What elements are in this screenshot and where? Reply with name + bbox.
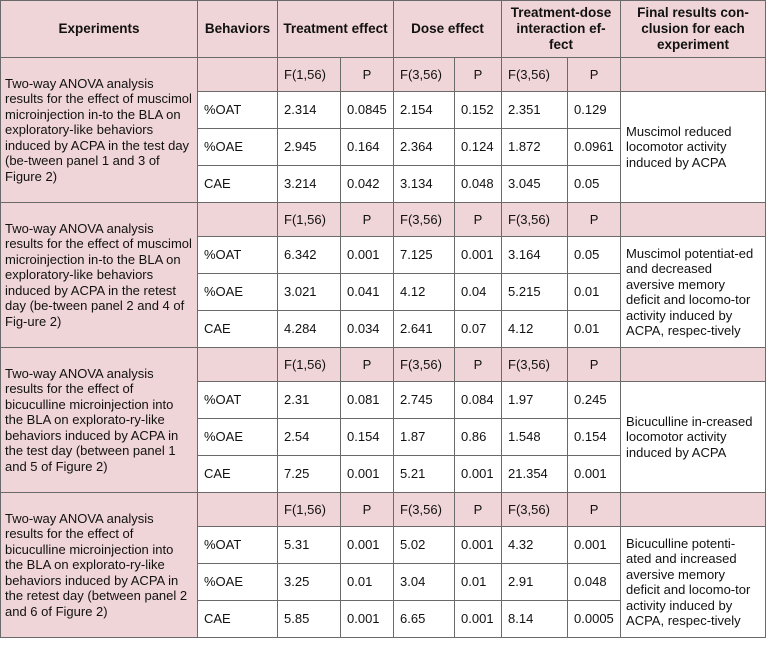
f-value: 2.154 — [394, 92, 455, 129]
p-value: 0.0961 — [568, 129, 621, 166]
p-value: 0.01 — [455, 564, 502, 601]
behavior-blank-cell — [198, 58, 278, 92]
stat-label-f: F(3,56) — [394, 493, 455, 527]
conclusion-blank-cell — [621, 348, 766, 382]
f-value: 5.85 — [278, 601, 341, 638]
stat-label-p: P — [455, 493, 502, 527]
conclusion-text: Muscimol potentiat-ed and decreased aversive memory deficit and locomo-tor activity induced by ACPA, respec-tively — [621, 237, 766, 348]
f-value: 2.745 — [394, 382, 455, 419]
stat-label-p: P — [568, 203, 621, 237]
header-dose-effect: Dose effect — [394, 1, 502, 58]
p-value: 0.86 — [455, 419, 502, 456]
f-value: 3.04 — [394, 564, 455, 601]
f-value: 2.641 — [394, 311, 455, 348]
f-value: 5.215 — [502, 274, 568, 311]
f-value: 4.284 — [278, 311, 341, 348]
f-value: 3.214 — [278, 166, 341, 203]
conclusion-blank-cell — [621, 203, 766, 237]
stat-label-p: P — [341, 58, 394, 92]
p-value: 0.001 — [568, 456, 621, 493]
stat-label-f: F(1,56) — [278, 348, 341, 382]
f-value: 2.91 — [502, 564, 568, 601]
stat-label-p: P — [455, 203, 502, 237]
stats-header-row — [1, 348, 766, 382]
p-value: 0.001 — [455, 456, 502, 493]
header-behaviors: Behaviors — [198, 1, 278, 58]
f-value: 7.25 — [278, 456, 341, 493]
behavior-label: CAE — [198, 166, 278, 203]
behavior-blank-cell — [198, 348, 278, 382]
f-value: 1.97 — [502, 382, 568, 419]
f-value: 2.31 — [278, 382, 341, 419]
stat-label-f: F(3,56) — [502, 203, 568, 237]
p-value: 0.048 — [455, 166, 502, 203]
header-interaction-effect: Treatment-dose interaction ef-fect — [502, 1, 621, 58]
p-value: 0.01 — [341, 564, 394, 601]
p-value: 0.0005 — [568, 601, 621, 638]
f-value: 4.32 — [502, 527, 568, 564]
stat-label-f: F(1,56) — [278, 493, 341, 527]
stat-label-p: P — [341, 493, 394, 527]
conclusion-text: Bicuculline potenti-ated and increased aversive memory deficit and locomo-tor activity induced by ACPA, respec-tively — [621, 527, 766, 638]
f-value: 2.945 — [278, 129, 341, 166]
conclusion-text: Bicuculline in-creased locomotor activity induced by ACPA — [621, 382, 766, 493]
p-value: 0.001 — [341, 456, 394, 493]
behavior-label: %OAT — [198, 527, 278, 564]
f-value: 3.164 — [502, 237, 568, 274]
p-value: 0.001 — [455, 237, 502, 274]
stat-label-p: P — [341, 348, 394, 382]
p-value: 0.034 — [341, 311, 394, 348]
f-value: 2.314 — [278, 92, 341, 129]
f-value: 4.12 — [502, 311, 568, 348]
f-value: 3.021 — [278, 274, 341, 311]
header-treatment-effect: Treatment effect — [278, 1, 394, 58]
header-final-results: Final results con-clusion for each experiment — [621, 1, 766, 58]
f-value: 2.351 — [502, 92, 568, 129]
p-value: 0.154 — [341, 419, 394, 456]
f-value: 3.25 — [278, 564, 341, 601]
behavior-label: %OAE — [198, 274, 278, 311]
f-value: 5.02 — [394, 527, 455, 564]
stat-label-p: P — [455, 58, 502, 92]
stat-label-f: F(3,56) — [502, 348, 568, 382]
experiment-description: Two-way ANOVA analysis results for the effect of muscimol microinjection in-to the BLA on exploratory-like behaviors induced by ACPA in the test day (be-tween panel 1 and 3 of Figure 2) — [1, 58, 198, 203]
p-value: 0.001 — [341, 237, 394, 274]
conclusion-blank-cell — [621, 58, 766, 92]
p-value: 0.081 — [341, 382, 394, 419]
experiment-description: Two-way ANOVA analysis results for the effect of bicuculline microinjection into the BLA on explorato-ry-like behaviors induced by ACPA in the test day (between panel 1 and 5 of Figure 2) — [1, 348, 198, 493]
stats-header-row — [1, 203, 766, 237]
stats-header-row — [1, 58, 766, 92]
f-value: 8.14 — [502, 601, 568, 638]
p-value: 0.05 — [568, 166, 621, 203]
f-value: 1.548 — [502, 419, 568, 456]
f-value: 4.12 — [394, 274, 455, 311]
p-value: 0.245 — [568, 382, 621, 419]
p-value: 0.001 — [568, 527, 621, 564]
p-value: 0.07 — [455, 311, 502, 348]
p-value: 0.042 — [341, 166, 394, 203]
p-value: 0.04 — [455, 274, 502, 311]
stat-label-f: F(1,56) — [278, 203, 341, 237]
f-value: 3.045 — [502, 166, 568, 203]
p-value: 0.084 — [455, 382, 502, 419]
stat-label-p: P — [568, 493, 621, 527]
p-value: 0.129 — [568, 92, 621, 129]
behavior-label: %OAT — [198, 382, 278, 419]
stat-label-f: F(3,56) — [394, 348, 455, 382]
f-value: 2.364 — [394, 129, 455, 166]
f-value: 5.21 — [394, 456, 455, 493]
p-value: 0.152 — [455, 92, 502, 129]
p-value: 0.05 — [568, 237, 621, 274]
f-value: 1.872 — [502, 129, 568, 166]
behavior-label: %OAE — [198, 564, 278, 601]
f-value: 2.54 — [278, 419, 341, 456]
stat-label-f: F(3,56) — [394, 58, 455, 92]
p-value: 0.041 — [341, 274, 394, 311]
f-value: 3.134 — [394, 166, 455, 203]
f-value: 7.125 — [394, 237, 455, 274]
p-value: 0.164 — [341, 129, 394, 166]
experiment-description: Two-way ANOVA analysis results for the effect of bicuculline microinjection into the BLA on explorato-ry-like behaviors induced by ACPA in the retest day (between panel 2 and 6 of Figure 2) — [1, 493, 198, 638]
f-value: 21.354 — [502, 456, 568, 493]
experiment-description: Two-way ANOVA analysis results for the effect of muscimol microinjection in-to the BLA on exploratory-like behaviors induced by ACPA in the retest day (be-tween panel 2 and 4 of Fig-ure 2) — [1, 203, 198, 348]
conclusion-text: Muscimol reduced locomotor activity induced by ACPA — [621, 92, 766, 203]
p-value: 0.01 — [568, 274, 621, 311]
behavior-label: CAE — [198, 311, 278, 348]
p-value: 0.001 — [455, 527, 502, 564]
stats-header-row — [1, 493, 766, 527]
conclusion-blank-cell — [621, 493, 766, 527]
behavior-label: CAE — [198, 456, 278, 493]
p-value: 0.154 — [568, 419, 621, 456]
header-row — [1, 1, 766, 58]
stat-label-f: F(1,56) — [278, 58, 341, 92]
behavior-label: %OAE — [198, 419, 278, 456]
f-value: 5.31 — [278, 527, 341, 564]
stat-label-p: P — [568, 58, 621, 92]
behavior-label: %OAE — [198, 129, 278, 166]
stat-label-p: P — [455, 348, 502, 382]
stat-label-f: F(3,56) — [502, 58, 568, 92]
p-value: 0.01 — [568, 311, 621, 348]
stat-label-f: F(3,56) — [394, 203, 455, 237]
f-value: 6.65 — [394, 601, 455, 638]
stat-label-p: P — [568, 348, 621, 382]
p-value: 0.048 — [568, 564, 621, 601]
behavior-label: CAE — [198, 601, 278, 638]
stat-label-p: P — [341, 203, 394, 237]
header-experiments: Experiments — [1, 1, 198, 58]
f-value: 1.87 — [394, 419, 455, 456]
p-value: 0.001 — [341, 601, 394, 638]
p-value: 0.001 — [341, 527, 394, 564]
behavior-label: %OAT — [198, 237, 278, 274]
f-value: 6.342 — [278, 237, 341, 274]
behavior-label: %OAT — [198, 92, 278, 129]
behavior-blank-cell — [198, 493, 278, 527]
stat-label-f: F(3,56) — [502, 493, 568, 527]
behavior-blank-cell — [198, 203, 278, 237]
p-value: 0.0845 — [341, 92, 394, 129]
p-value: 0.124 — [455, 129, 502, 166]
p-value: 0.001 — [455, 601, 502, 638]
